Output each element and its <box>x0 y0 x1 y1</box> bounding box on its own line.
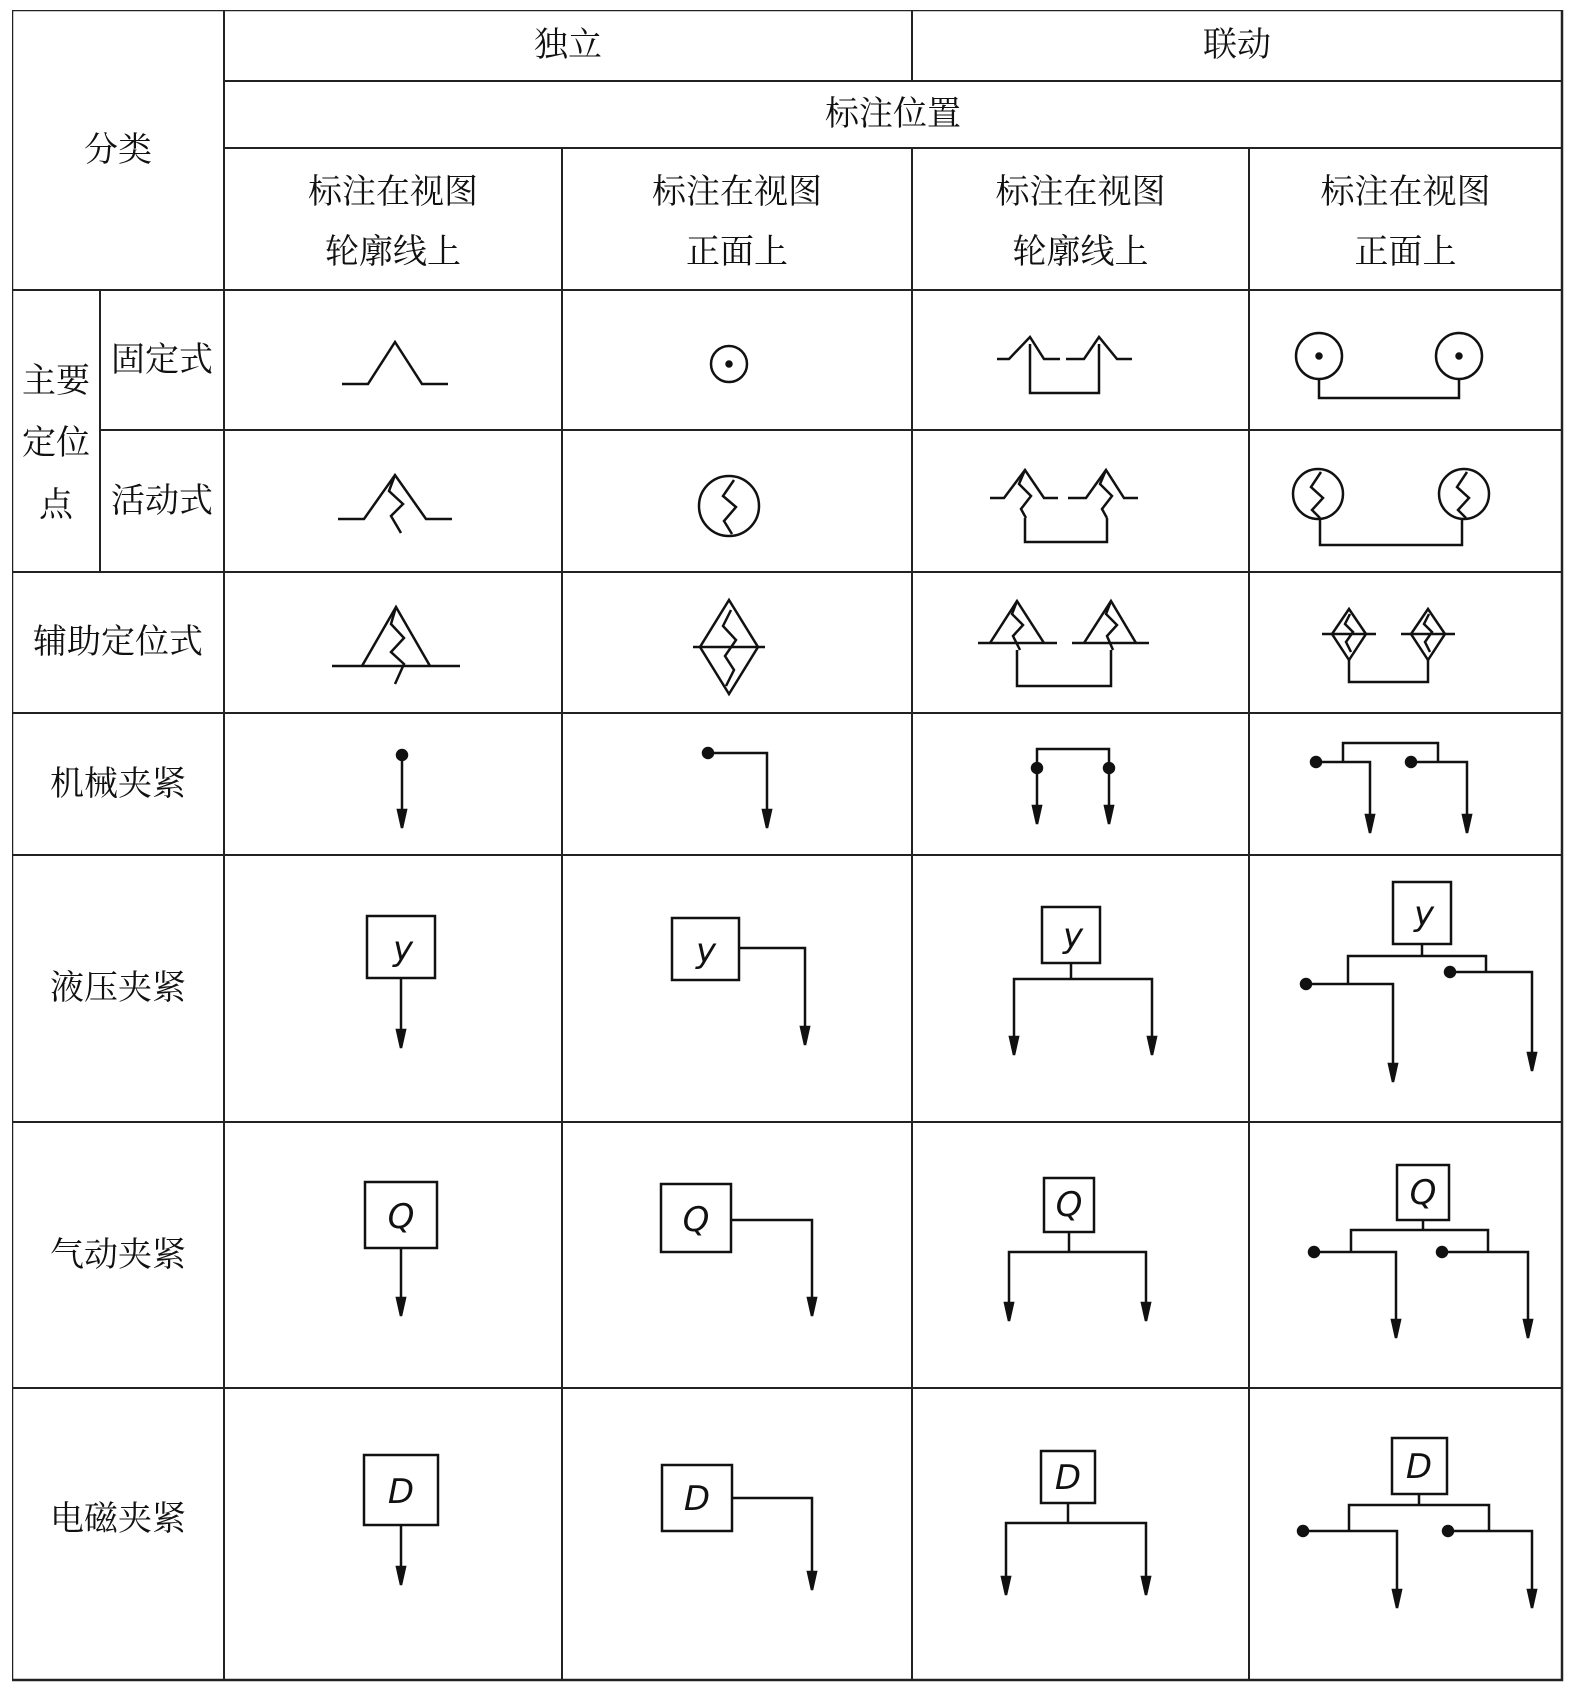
auxiliary-linked-face-symbol <box>1322 609 1455 682</box>
box-letter: D <box>683 1479 711 1519</box>
fixed-linked-contour-symbol <box>997 337 1132 393</box>
symbol-table <box>12 10 1575 1690</box>
movable-linked-contour-symbol <box>990 470 1138 542</box>
mechanical-clamp-contour-symbol <box>397 750 407 828</box>
group-label <box>12 350 100 536</box>
box-letter: D <box>1054 1458 1082 1498</box>
column-header <box>912 162 1249 282</box>
row-label: 液压夹紧 <box>50 968 186 1008</box>
fixed-face-symbol <box>711 346 747 382</box>
row-label: 机械夹紧 <box>50 764 186 804</box>
header-linked: 联动 <box>1203 25 1271 65</box>
box-letter: y <box>1413 894 1435 934</box>
column-header-line2: 轮廓线上 <box>325 232 461 272</box>
column-header-line1: 标注在视图 <box>995 172 1166 212</box>
group-label-line2: 定位 <box>22 423 90 463</box>
column-header <box>1249 162 1562 282</box>
mechanical-clamp-linked-face-symbol <box>1311 743 1471 833</box>
box-letter: Q <box>1409 1173 1437 1213</box>
row-label: 辅助定位式 <box>33 622 203 662</box>
electromagnetic-row-symbols <box>364 1438 1536 1608</box>
hydraulic-row-symbols <box>367 882 1536 1082</box>
box-letter: Q <box>682 1200 710 1240</box>
header-independent: 独立 <box>534 25 602 65</box>
column-header-line2: 轮廓线上 <box>1012 232 1149 272</box>
mechanical-clamp-linked-contour-symbol <box>1032 749 1114 824</box>
group-label-line1: 主要 <box>22 361 90 401</box>
fixed-contour-symbol <box>342 342 448 384</box>
box-letter: Q <box>1055 1185 1083 1225</box>
column-header <box>224 162 562 282</box>
column-header-line1: 标注在视图 <box>1320 172 1491 212</box>
auxiliary-face-symbol <box>693 600 765 694</box>
column-header-line1: 标注在视图 <box>652 172 822 212</box>
mechanical-clamp-face-symbol <box>703 748 771 828</box>
corner-label: 分类 <box>84 130 152 170</box>
movable-linked-face-symbol <box>1293 469 1489 545</box>
box-letter: Q <box>387 1197 415 1237</box>
auxiliary-contour-symbol <box>332 607 460 684</box>
box-letter: D <box>387 1472 415 1512</box>
row-label: 活动式 <box>111 481 213 521</box>
pneumatic-row-symbols <box>365 1165 1532 1338</box>
box-letter: y <box>1062 916 1084 956</box>
column-header <box>562 162 912 282</box>
row-label: 电磁夹紧 <box>50 1499 186 1539</box>
box-letter: y <box>392 929 414 969</box>
group-label-line3: 点 <box>39 485 73 525</box>
fixed-linked-face-symbol <box>1296 333 1482 398</box>
column-header-line1: 标注在视图 <box>308 172 478 212</box>
column-header-line2: 正面上 <box>686 232 788 272</box>
row-label: 固定式 <box>111 340 213 380</box>
row-label: 气动夹紧 <box>50 1235 186 1275</box>
movable-contour-symbol <box>338 475 452 533</box>
header-position-label: 标注位置 <box>825 94 961 134</box>
hydraulic-clamp-face-symbol <box>672 918 809 1045</box>
box-letter: y <box>695 931 717 971</box>
column-header-line2: 正面上 <box>1354 232 1457 272</box>
auxiliary-linked-contour-symbol <box>978 601 1149 686</box>
box-letter: D <box>1405 1447 1433 1487</box>
movable-face-symbol <box>699 476 759 536</box>
